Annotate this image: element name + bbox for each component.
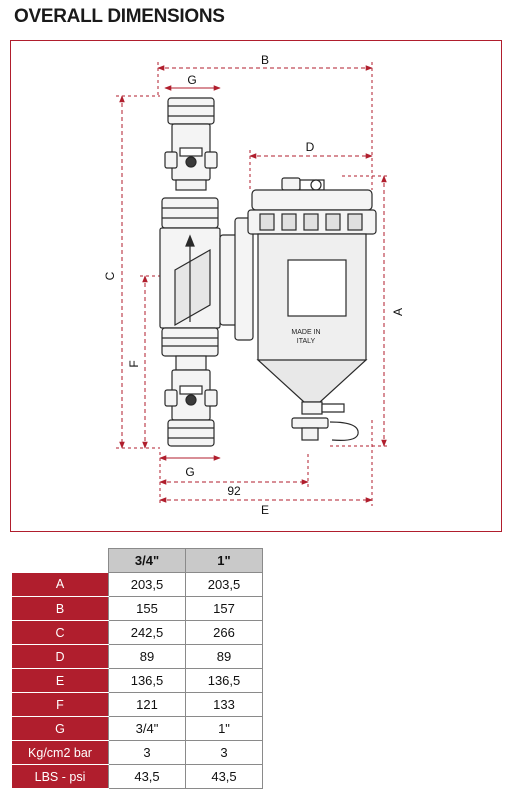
table-row [12,765,263,789]
technical-drawing [10,40,502,532]
cell-value: 43,5 [109,765,186,789]
cell-value: 203,5 [109,573,186,597]
table-row [12,669,263,693]
cell-value: 89 [109,645,186,669]
cell-value: 133 [186,693,263,717]
pipe-assembly [160,98,253,446]
table-row [12,717,263,741]
row-label: G [12,717,109,741]
dim-label-c: C [103,271,117,281]
cell-value: 3 [186,741,263,765]
row-label: Kg/cm2 bar [12,741,109,765]
table-row [12,645,263,669]
table-row [12,573,263,597]
cell-value: 121 [109,693,186,717]
table-row [12,621,263,645]
cell-value: 1" [186,717,263,741]
row-label: D [12,645,109,669]
column-header-1: 1" [186,549,263,573]
column-header-3-4: 3/4" [109,549,186,573]
table-row [12,741,263,765]
dim-label-g-top: G [187,73,197,87]
made-in-label: MADE IN [291,329,321,336]
table-corner [12,549,109,573]
row-label: LBS - psi [12,765,109,789]
cell-value: 89 [186,645,263,669]
dim-label-d: D [305,140,315,154]
row-label: C [12,621,109,645]
row-label: F [12,693,109,717]
cell-value: 43,5 [186,765,263,789]
cell-value: 203,5 [186,573,263,597]
dim-label-e: E [260,503,270,517]
cell-value: 136,5 [186,669,263,693]
cell-value: 3/4" [109,717,186,741]
dim-label-b: B [260,53,270,67]
row-label: B [12,597,109,621]
row-label: A [12,573,109,597]
row-label: E [12,669,109,693]
cell-value: 155 [109,597,186,621]
cell-value: 157 [186,597,263,621]
dim-label-g-bottom: G [185,465,195,479]
dim-label-92: 92 [227,484,241,498]
cell-value: 266 [186,621,263,645]
page-title: OVERALL DIMENSIONS [14,6,225,27]
filter-canister [248,178,376,440]
dim-label-a: A [391,307,405,317]
table-header-row [12,549,263,573]
table-row [12,693,263,717]
cell-value: 3 [109,741,186,765]
italy-label: ITALY [296,338,316,345]
cell-value: 136,5 [109,669,186,693]
dimensions-table [12,548,263,789]
cell-value: 242,5 [109,621,186,645]
dim-label-f: F [127,360,141,368]
table-row [12,597,263,621]
